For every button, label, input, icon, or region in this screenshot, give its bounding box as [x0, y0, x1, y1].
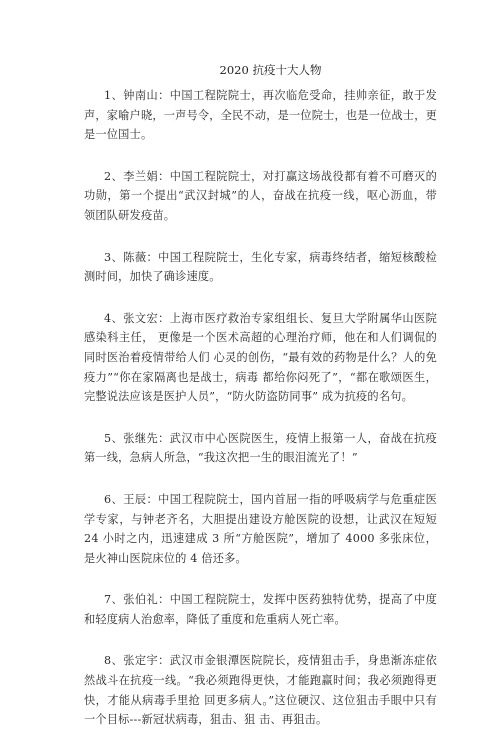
entry-paragraph: 4、张文宏：上海市医疗救治专家组组长、复旦大学附属华山医院感染科主任， 更像是一个医术高超的心理治疗师，他在和人们调侃的同时医治着疫情带给人们 心灵的创伤，“最有效的药物是什么？人的免疫力”“你在家隔离也是战士，病毒 都给你闷死了”，“都在歌颂医生，完整说法应该是医护人员”，“防火防盗防同事” 成为抗疫的名句。 — [84, 311, 437, 404]
entry-paragraph: 2、李兰娟：中国工程院院士，对打赢这场战役都有着不可磨灭的功勋，第一个提出“武汉封城”的人，奋战在抗疫一线，呕心沥血，带领团队研发疫苗。 — [84, 169, 437, 222]
entry-paragraph: 8、张定宇：武汉市金银潭医院院长，疫情狙击手，身患渐冻症依然战斗在抗疫一线。“我必须跑得更快，才能跑赢时间；我必须跑得更快，才能从病毒手里抢 回更多病人。”这位硬汉、这位狙击手眼中只有一个目标---新冠状病毒，狙击、狙 击、再狙击。 — [84, 654, 437, 727]
entry-paragraph: 3、陈薇：中国工程院院士，生化专家，病毒终结者，缩短核酸检测时间，加快了确诊速度。 — [84, 250, 437, 284]
entry-paragraph: 6、王辰：中国工程院院士，国内首屈一指的呼吸病学与危重症医学专家，与钟老齐名，大胆提出建设方舱医院的设想，让武汉在短短 24 小时之内，迅速建成 3 所“方舱医院”，增加了 4000 多张床位，是火神山医院床位的 4 倍还多。 — [84, 492, 437, 565]
entry-paragraph: 7、张伯礼：中国工程院院士，发挥中医药独特优势，提高了中度和轻度病人治愈率，降低了重度和危重病人死亡率。 — [84, 593, 437, 626]
document-title: 2020 抗疫十大人物 — [219, 63, 322, 77]
entry-paragraph: 1、钟南山：中国工程院院士，再次临危受命，挂帅亲征，敢于发声，家喻户晓，一声号令，全民不动，是一位院士，也是一位战士，更是一位国士。 — [84, 89, 438, 142]
entry-paragraph: 5、张继先：武汉市中心医院医生，疫情上报第一人，奋战在抗疫第一线，急病人所急，“我这次把一生的眼泪流光了！” — [84, 431, 437, 465]
